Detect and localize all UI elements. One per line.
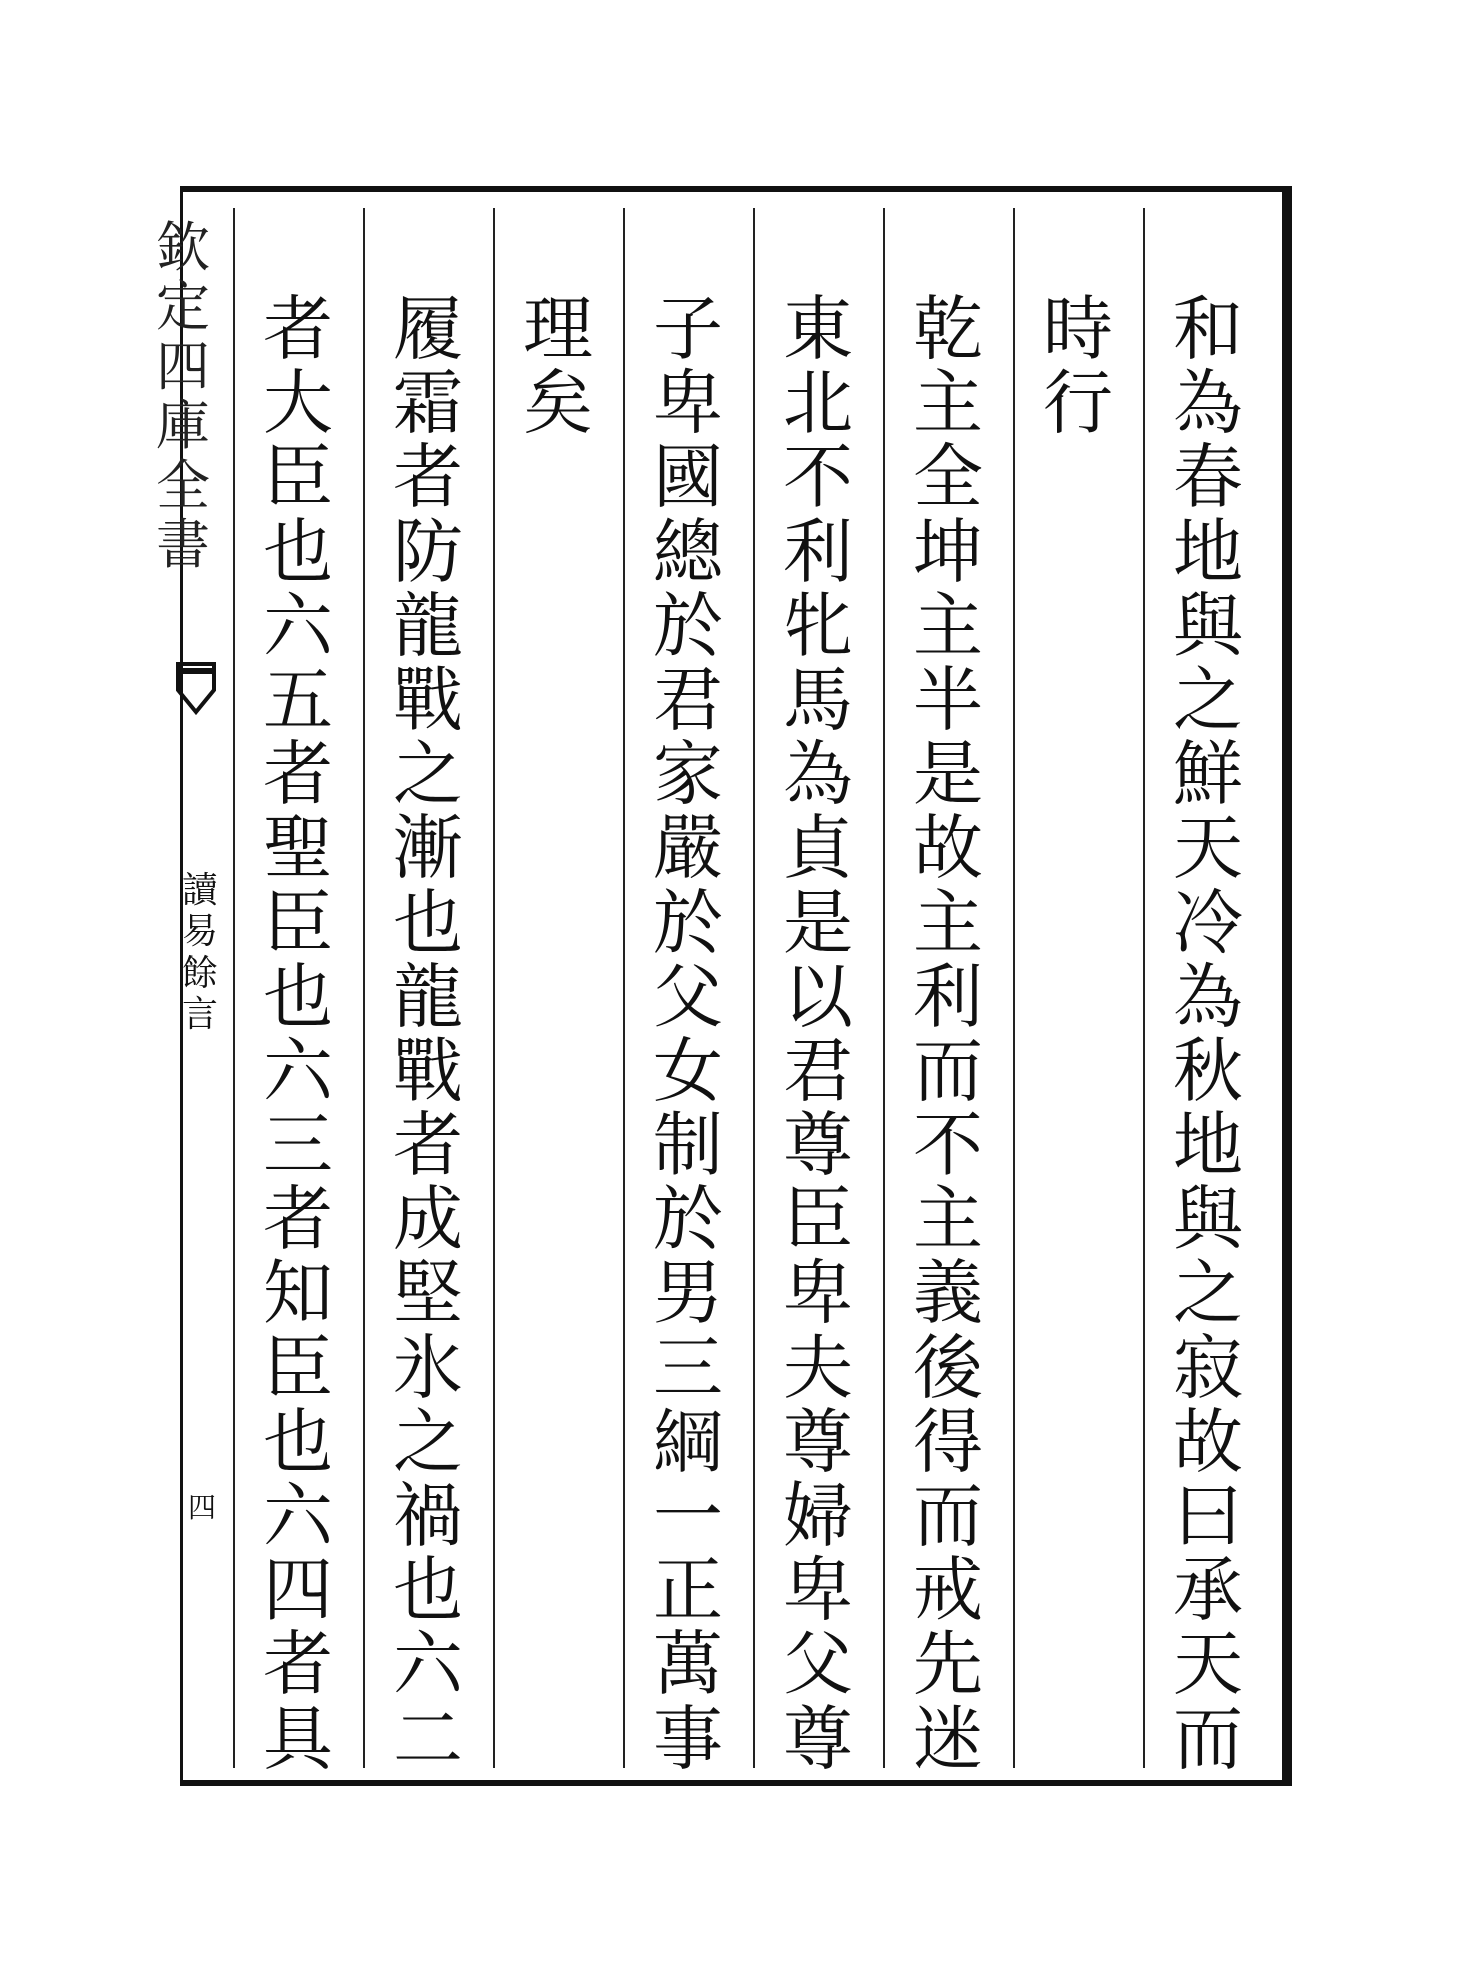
margin-book-title: 欽 定 四 庫 全 書 xyxy=(156,216,210,576)
margin-book-name: 讀 易 餘 言 xyxy=(181,870,218,1036)
column-rule xyxy=(1013,208,1015,1768)
column-rule xyxy=(1143,208,1145,1768)
column-rule xyxy=(623,208,625,1768)
text-column-1: 和 為 春 地 與 之 鮮 天 冷 為 秋 地 與 之 寂 故 曰 承 天 而 xyxy=(1173,288,1243,1780)
text-column-6: 理 矣 xyxy=(523,288,593,445)
text-column-7: 履 霜 者 防 龍 戰 之 漸 也 龍 戰 者 成 堅 氷 之 禍 也 六 二 xyxy=(393,288,463,1780)
text-column-4: 東 北 不 利 牝 馬 為 貞 是 以 君 尊 臣 卑 夫 尊 婦 卑 父 尊 xyxy=(783,288,853,1780)
column-rule xyxy=(753,208,755,1768)
fish-tail-mark-icon xyxy=(176,660,216,716)
text-column-5: 子 卑 國 總 於 君 家 嚴 於 父 女 制 於 男 三 綱 一 正 萬 事 xyxy=(653,288,723,1780)
column-rule xyxy=(233,208,235,1768)
column-rule xyxy=(883,208,885,1768)
text-column-8: 者 大 臣 也 六 五 者 聖 臣 也 六 三 者 知 臣 也 六 四 者 具 xyxy=(263,288,333,1780)
text-column-2: 時 行 xyxy=(1043,288,1113,445)
column-rule xyxy=(493,208,495,1768)
page-number: 四 xyxy=(187,1491,216,1524)
text-column-3: 乾 主 全 坤 主 半 是 故 主 利 而 不 主 義 後 得 而 戒 先 迷 xyxy=(913,288,983,1780)
column-rule xyxy=(363,208,365,1768)
